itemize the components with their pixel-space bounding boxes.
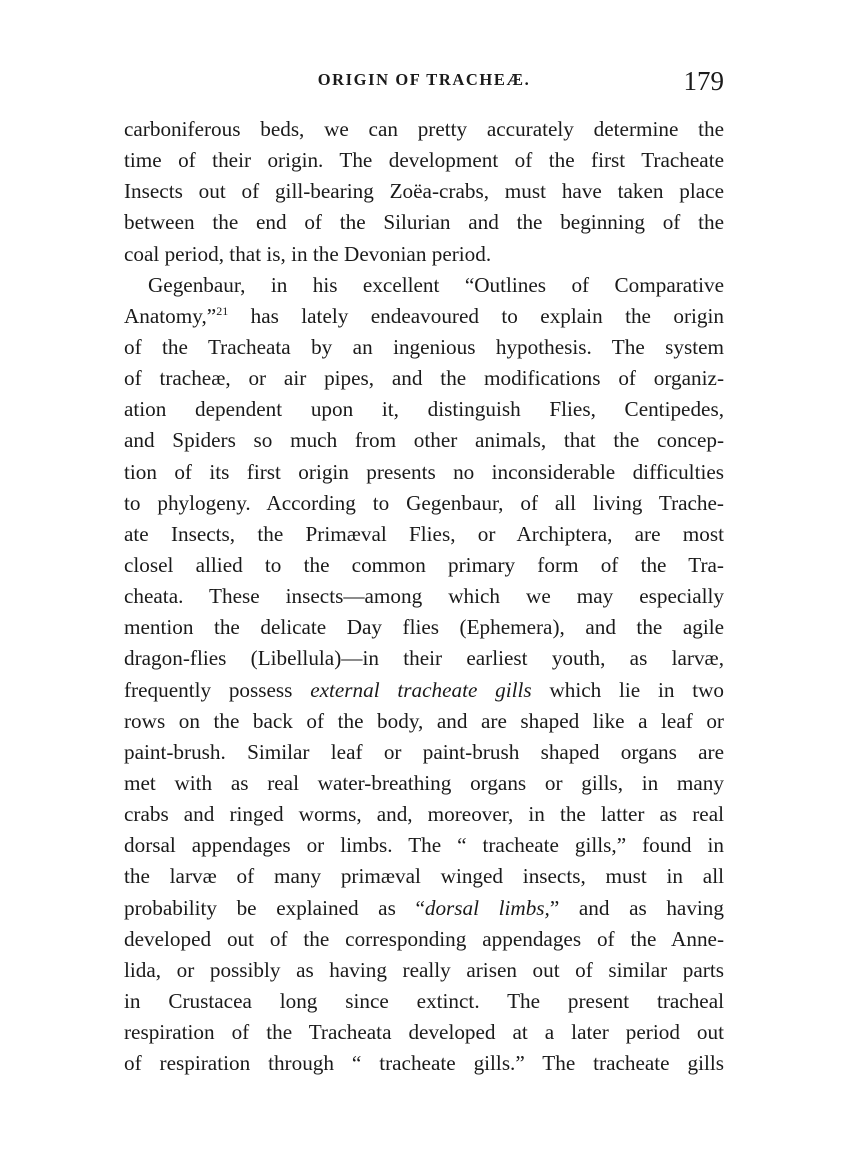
text-line: Insects out of gill-bearing Zoëa-crabs, must have taken place bbox=[124, 179, 724, 204]
text-line: and Spiders so much from other animals, that the concep- bbox=[124, 428, 724, 453]
text-line: paint-brush. Similar leaf or paint-brush shaped organs are bbox=[124, 739, 724, 764]
text-segment: which lie in two bbox=[549, 677, 725, 702]
page-number: 179 bbox=[683, 66, 724, 96]
text-line: respiration of the Tracheata developed at a later period out bbox=[124, 1020, 724, 1045]
text-line bbox=[124, 675, 724, 706]
text-segment: probability be explained as “ bbox=[124, 895, 425, 920]
text-line: in Crustacea long since extinct. The present tracheal bbox=[124, 988, 724, 1013]
text-line: closel allied to the common primary form of the Tra- bbox=[124, 552, 724, 577]
footnote-reference: 21 bbox=[216, 303, 229, 318]
italic-phrase: external tracheate gills bbox=[310, 677, 532, 702]
text-line bbox=[124, 893, 724, 924]
text-line: rows on the back of the body, and are shaped like a leaf or bbox=[124, 708, 724, 733]
text-line: cheata. These insects—among which we may especially bbox=[124, 584, 724, 609]
text-segment: frequently possess bbox=[124, 677, 293, 702]
body-text bbox=[124, 114, 724, 1079]
text-line: developed out of the corresponding appendages of the Anne- bbox=[124, 926, 724, 951]
text-segment: ” and as having bbox=[549, 895, 724, 920]
text-line: tion of its first origin presents no inconsiderable difficulties bbox=[124, 459, 724, 484]
italic-phrase: dorsal limbs, bbox=[424, 895, 550, 920]
text-line: carboniferous beds, we can pretty accurately determine the bbox=[124, 117, 724, 141]
text-line: lida, or possibly as having really arisen out of similar parts bbox=[124, 957, 724, 982]
text-line: of respiration through “ tracheate gills.” The tracheate gills bbox=[124, 1051, 724, 1076]
text-segment: Anatomy,” bbox=[124, 303, 217, 328]
text-line: met with as real water-breathing organs or gills, in many bbox=[124, 770, 724, 795]
text-segment: has lately endeavoured to explain the origin bbox=[250, 303, 724, 328]
text-line: crabs and ringed worms, and, moreover, in the latter as real bbox=[124, 802, 724, 827]
text-line: Gegenbaur, in his excellent “Outlines of Comparative bbox=[148, 272, 724, 297]
text-line: of tracheæ, or air pipes, and the modifications of organiz- bbox=[124, 366, 724, 391]
text-line: ation dependent upon it, distinguish Flies, Centipedes, bbox=[124, 397, 724, 422]
text-line: of the Tracheata by an ingenious hypothesis. The system bbox=[124, 334, 724, 359]
text-line: time of their origin. The development of the first Tracheate bbox=[124, 148, 724, 173]
text-line: ate Insects, the Primæval Flies, or Archiptera, are most bbox=[124, 521, 724, 546]
text-line: dragon-flies (Libellula)—in their earliest youth, as larvæ, bbox=[124, 646, 724, 671]
running-title: ORIGIN OF TRACHEÆ. bbox=[317, 70, 531, 89]
text-line: mention the delicate Day flies (Ephemera), and the agile bbox=[124, 615, 724, 640]
text-line: dorsal appendages or limbs. The “ tracheate gills,” found in bbox=[124, 833, 724, 858]
running-head bbox=[124, 66, 724, 98]
text-line bbox=[124, 301, 724, 332]
text-line: between the end of the Silurian and the beginning of the bbox=[124, 210, 724, 235]
text-line: coal period, that is, in the Devonian period. bbox=[124, 241, 492, 266]
text-line: the larvæ of many primæval winged insects, must in all bbox=[124, 864, 724, 889]
text-line: to phylogeny. According to Gegenbaur, of all living Trache- bbox=[124, 490, 724, 515]
